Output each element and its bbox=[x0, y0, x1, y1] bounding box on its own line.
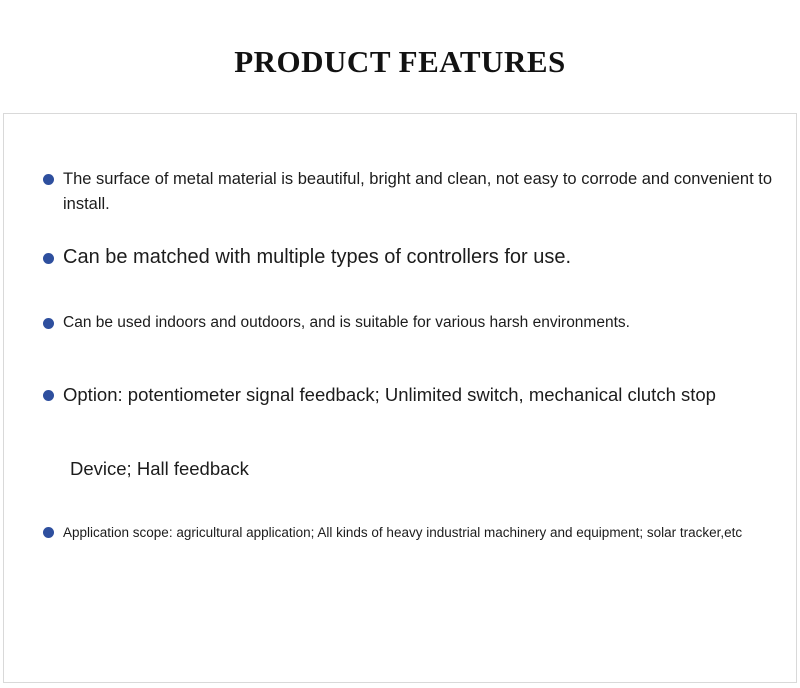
list-item bbox=[43, 523, 763, 542]
feature-text: Application scope: agricultural application; All kinds of heavy industrial machinery and equipment; solar tracker,etc bbox=[63, 525, 743, 540]
feature-text: Option: potentiometer signal feedback; Unlimited switch, mechanical clutch stop bbox=[63, 384, 716, 405]
bullet-dot-icon bbox=[43, 253, 54, 264]
list-item bbox=[43, 312, 773, 334]
bullet-dot-icon bbox=[43, 527, 54, 538]
feature-text: The surface of metal material is beautiful, bright and clean, not easy to corrode and convenient to install. bbox=[63, 170, 772, 213]
list-item bbox=[43, 382, 788, 408]
list-item bbox=[43, 167, 779, 217]
list-item bbox=[43, 244, 773, 271]
feature-text: Can be used indoors and outdoors, and is suitable for various harsh environments. bbox=[63, 314, 630, 331]
feature-text-continuation: Device; Hall feedback bbox=[70, 458, 249, 479]
bullet-dot-icon bbox=[43, 174, 54, 185]
feature-text: Can be matched with multiple types of controllers for use. bbox=[63, 246, 572, 268]
features-panel bbox=[3, 113, 797, 683]
bullet-dot-icon bbox=[43, 390, 54, 401]
page-title: PRODUCT FEATURES bbox=[234, 44, 566, 79]
bullet-dot-icon bbox=[43, 318, 54, 329]
